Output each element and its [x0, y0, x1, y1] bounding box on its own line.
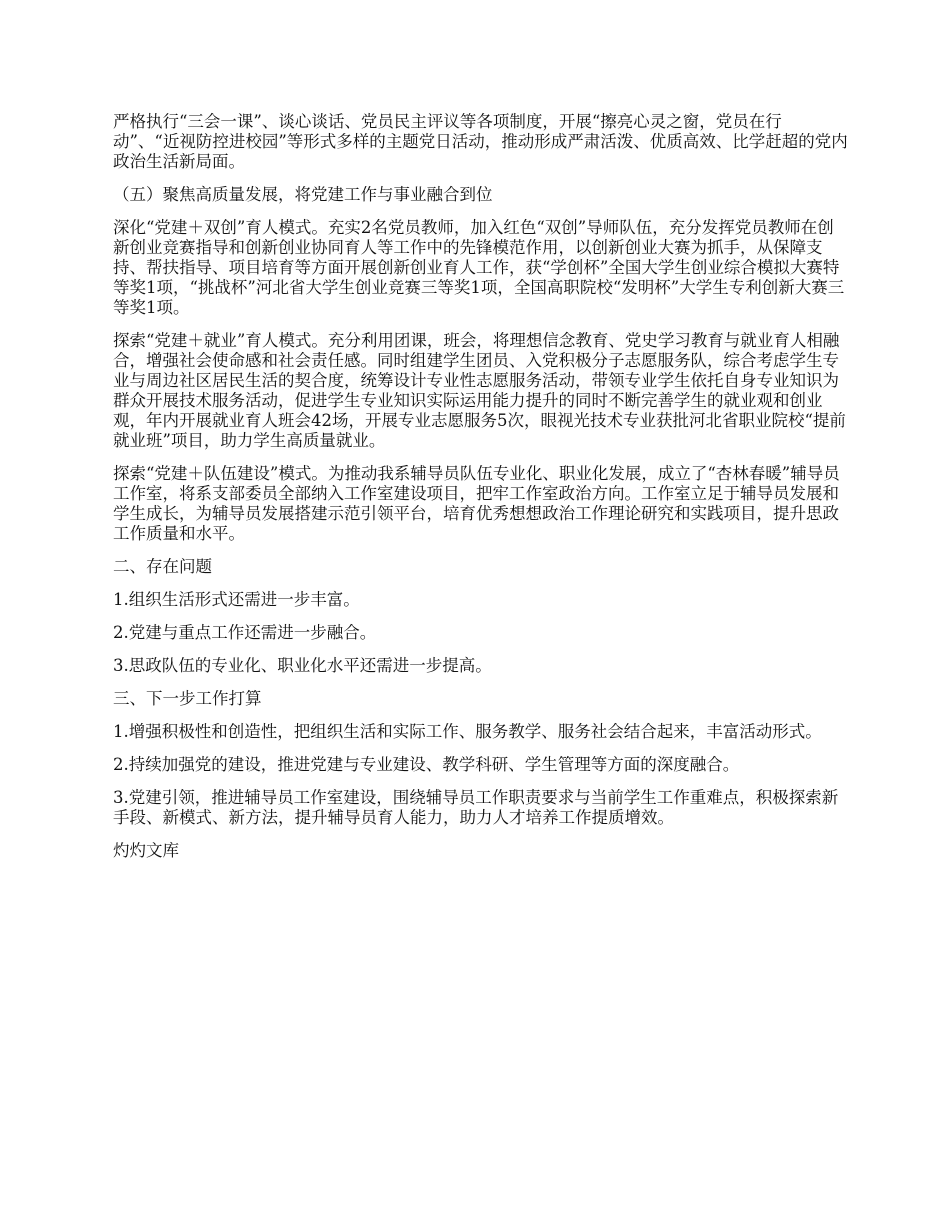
problem-item-2: 2.党建与重点工作还需进一步融合。	[113, 623, 377, 642]
paragraph-innovation: 深化“党建＋双创”育人模式。充实2名党员教师，加入红色“双创”导师队伍，充分发挥党员教师在创新创业竞赛指导和创新创业协同育人等工作中的先锋模范作用，以创新创业大赛为抓手，从保障支持、帮扶指导、项目培育等方面开展创新创业育人工作，获“学创杯”全国大学生创业综合模拟大赛特等奖1项，“挑战杯”河北省大学生创业竞赛三等奖1项，全国高职院校“发明杯”大学生专利创新大赛三等奖1项。	[113, 218, 845, 317]
plan-item-1: 1.增强积极性和创造性，把组织生活和实际工作、服务教学、服务社会结合起来，丰富活动形式。	[113, 722, 822, 741]
section-heading-next-steps: 三、下一步工作打算	[113, 689, 262, 708]
paragraph-party-life: 严格执行“三会一课”、谈心谈话、党员民主评议等各项制度，开展“擦亮心灵之窗，党员在行动”、“近视防控进校园”等形式多样的主题党日活动，推动形成严肃活泼、优质高效、比学赶超的党内政治生活新局面。	[113, 112, 848, 171]
section-heading-five: （五）聚焦高质量发展，将党建工作与事业融合到位	[113, 185, 493, 204]
paragraph-employment: 探索“党建＋就业”育人模式。充分利用团课，班会，将理想信念教育、党史学习教育与就业育人相融合，增强社会使命感和社会责任感。同时组建学生团员、入党积极分子志愿服务队，综合考虑学生专业与周边社区居民生活的契合度，统筹设计专业性志愿服务活动，带领专业学生依托自身专业知识为群众开展技术服务活动，促进学生专业知识实际运用能力提升的同时不断完善学生的就业观和创业观，年内开展就业育人班会42场，开展专业志愿服务5次，眼视光技术专业获批河北省职业院校“提前就业班”项目，助力学生高质量就业。	[113, 331, 846, 450]
problem-item-1: 1.组织生活形式还需进一步丰富。	[113, 590, 360, 609]
problem-item-3: 3.思政队伍的专业化、职业化水平还需进一步提高。	[113, 656, 492, 675]
plan-item-2: 2.持续加强党的建设，推进党建与专业建设、教学科研、学生管理等方面的深度融合。	[113, 755, 740, 774]
paragraph-team-building: 探索“党建＋队伍建设”模式。为推动我系辅导员队伍专业化、职业化发展，成立了“杏林春暖”辅导员工作室，将系支部委员全部纳入工作室建设项目，把牢工作室政治方向。工作室立足于辅导员发展和学生成长，为辅导员发展搭建示范引领平台，培育优秀想想政治工作理论研究和实践项目，提升思政工作质量和水平。	[113, 464, 840, 543]
plan-item-3: 3.党建引领，推进辅导员工作室建设，围绕辅导员工作职责要求与当前学生工作重难点，积极探索新手段、新模式、新方法，提升辅导员育人能力，助力人才培养工作提质增效。	[113, 788, 839, 827]
section-heading-problems: 二、存在问题	[113, 557, 212, 576]
footer-source: 灼灼文库	[113, 841, 179, 860]
document-page	[113, 112, 848, 874]
